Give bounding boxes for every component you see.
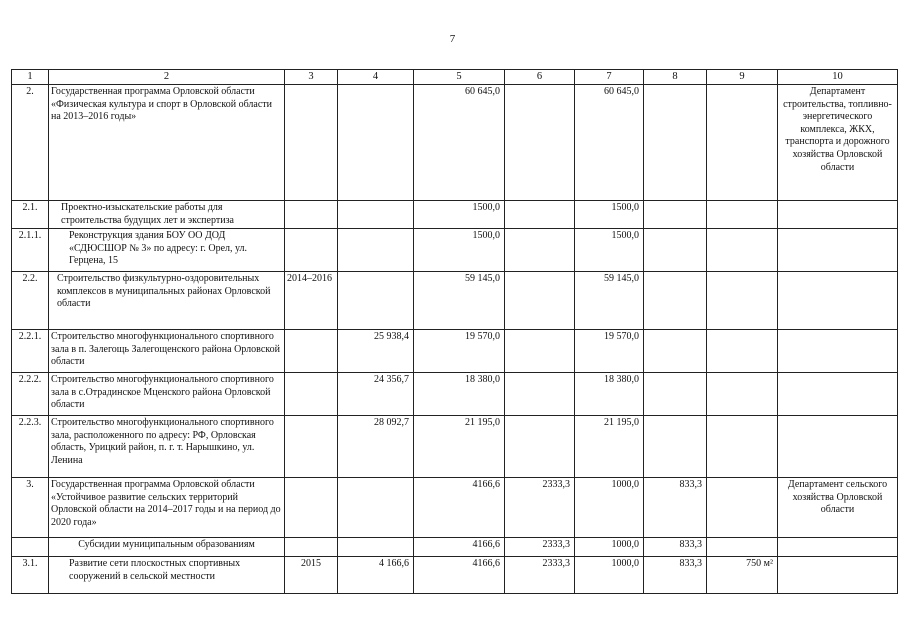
row-name: Проектно-изыскательские работы для строительства будущих лет и экспертиза: [49, 201, 285, 229]
cell-value: 1500,0: [414, 229, 505, 272]
cell-department: Департамент сельского хозяйства Орловской области: [778, 478, 898, 538]
row-name: Строительство многофункционального спортивного зала в с.Отрадинское Мценского района Орловской области: [49, 373, 285, 416]
row-name: Субсидии муниципальным образованиям: [49, 538, 285, 557]
cell-value: [644, 373, 707, 416]
cell-value: 4 166,6: [338, 557, 414, 594]
row-number: 2.: [12, 85, 49, 201]
row-number: 2.2.2.: [12, 373, 49, 416]
table-row: [12, 373, 898, 416]
cell-value: [505, 330, 575, 373]
cell-value: 18 380,0: [575, 373, 644, 416]
cell-department: Департамент строительства, топливно-энергетического комплекса, ЖКХ, транспорта и дорожного хозяйства Орловской области: [778, 85, 898, 201]
cell-department: [778, 272, 898, 330]
cell-value: 4166,6: [414, 538, 505, 557]
program-table: [11, 69, 898, 594]
cell-value: [707, 373, 778, 416]
cell-value: [338, 272, 414, 330]
header-row: [12, 70, 898, 85]
cell-value: 21 195,0: [575, 416, 644, 478]
cell-department: [778, 201, 898, 229]
cell-value: [505, 85, 575, 201]
cell-value: 59 145,0: [575, 272, 644, 330]
cell-department: [778, 416, 898, 478]
page-number: 7: [449, 33, 456, 45]
cell-value: [505, 373, 575, 416]
table-row: [12, 557, 898, 594]
cell-value: 28 092,7: [338, 416, 414, 478]
cell-value: 60 645,0: [414, 85, 505, 201]
cell-value: [707, 330, 778, 373]
cell-period: [285, 229, 338, 272]
cell-value: [505, 201, 575, 229]
header-cell: 3: [285, 70, 338, 85]
row-name: Государственная программа Орловской области «Устойчивое развитие сельских территорий Орловской области на 2014–2017 годы и на период до 2020 года»: [49, 478, 285, 538]
table-row: [12, 85, 898, 201]
row-number: 3.1.: [12, 557, 49, 594]
cell-value: [505, 416, 575, 478]
row-number: [12, 538, 49, 557]
row-number: 3.: [12, 478, 49, 538]
cell-value: 1000,0: [575, 478, 644, 538]
cell-value: [505, 229, 575, 272]
cell-value: 833,3: [644, 538, 707, 557]
row-name: Строительство физкультурно-оздоровительных комплексов в муниципальных районах Орловской области: [49, 272, 285, 330]
cell-value: 2333,3: [505, 478, 575, 538]
row-name: Реконструкция здания БОУ ОО ДОД «СДЮСШОР № 3» по адресу: г. Орел, ул. Герцена, 15: [49, 229, 285, 272]
cell-value: 833,3: [644, 478, 707, 538]
cell-value: [707, 416, 778, 478]
cell-value: [707, 85, 778, 201]
cell-value: [644, 330, 707, 373]
cell-value: 19 570,0: [575, 330, 644, 373]
cell-department: [778, 229, 898, 272]
cell-value: [707, 272, 778, 330]
cell-value: [644, 229, 707, 272]
header-cell: 6: [505, 70, 575, 85]
cell-value: 1500,0: [414, 201, 505, 229]
header-cell: 10: [778, 70, 898, 85]
cell-period: [285, 373, 338, 416]
row-number: 2.1.: [12, 201, 49, 229]
cell-value: [644, 416, 707, 478]
cell-value: 4166,6: [414, 478, 505, 538]
row-name: Государственная программа Орловской области «Физическая культура и спорт в Орловской области на 2013–2016 годы»: [49, 85, 285, 201]
cell-value: [338, 85, 414, 201]
table-row: [12, 201, 898, 229]
cell-value: [644, 85, 707, 201]
cell-period: 2014–2016: [285, 272, 338, 330]
cell-value: [338, 201, 414, 229]
cell-value: 1500,0: [575, 201, 644, 229]
cell-value: 21 195,0: [414, 416, 505, 478]
cell-value: [338, 478, 414, 538]
header-cell: 9: [707, 70, 778, 85]
cell-value: 19 570,0: [414, 330, 505, 373]
table-row: [12, 229, 898, 272]
cell-value: [707, 229, 778, 272]
table-row: [12, 272, 898, 330]
cell-value: 25 938,4: [338, 330, 414, 373]
cell-value: [505, 272, 575, 330]
header-cell: 4: [338, 70, 414, 85]
cell-value: 1500,0: [575, 229, 644, 272]
cell-period: [285, 538, 338, 557]
row-number: 2.2.1.: [12, 330, 49, 373]
row-number: 2.1.1.: [12, 229, 49, 272]
row-name: Строительство многофункционального спортивного зала, расположенного по адресу: РФ, Орловская область, Урицкий район, п. г. т. Нарышкино, ул. Ленина: [49, 416, 285, 478]
cell-period: [285, 85, 338, 201]
cell-value: 1000,0: [575, 557, 644, 594]
cell-value: 750 м²: [707, 557, 778, 594]
cell-period: [285, 330, 338, 373]
row-name: Развитие сети плоскостных спортивных сооружений в сельской местности: [49, 557, 285, 594]
table-row: [12, 330, 898, 373]
cell-value: [338, 229, 414, 272]
cell-value: 24 356,7: [338, 373, 414, 416]
cell-value: [707, 478, 778, 538]
cell-department: [778, 330, 898, 373]
cell-value: 60 645,0: [575, 85, 644, 201]
cell-value: [707, 201, 778, 229]
header-cell: 7: [575, 70, 644, 85]
cell-value: [707, 538, 778, 557]
cell-period: [285, 201, 338, 229]
cell-value: 833,3: [644, 557, 707, 594]
row-number: 2.2.3.: [12, 416, 49, 478]
cell-value: 59 145,0: [414, 272, 505, 330]
row-name: Строительство многофункционального спортивного зала в п. Залегощь Залегощенского района Орловской области: [49, 330, 285, 373]
cell-department: [778, 538, 898, 557]
table-row: [12, 416, 898, 478]
cell-value: [338, 538, 414, 557]
header-cell: 1: [12, 70, 49, 85]
cell-period: [285, 416, 338, 478]
cell-value: [644, 201, 707, 229]
cell-department: [778, 557, 898, 594]
cell-value: 2333,3: [505, 538, 575, 557]
cell-value: [644, 272, 707, 330]
cell-value: 18 380,0: [414, 373, 505, 416]
cell-value: 4166,6: [414, 557, 505, 594]
cell-period: [285, 478, 338, 538]
header-cell: 5: [414, 70, 505, 85]
cell-department: [778, 373, 898, 416]
table-row: [12, 538, 898, 557]
header-cell: 2: [49, 70, 285, 85]
cell-value: 1000,0: [575, 538, 644, 557]
cell-value: 2333,3: [505, 557, 575, 594]
table-row: [12, 478, 898, 538]
row-number: 2.2.: [12, 272, 49, 330]
header-cell: 8: [644, 70, 707, 85]
cell-period: 2015: [285, 557, 338, 594]
